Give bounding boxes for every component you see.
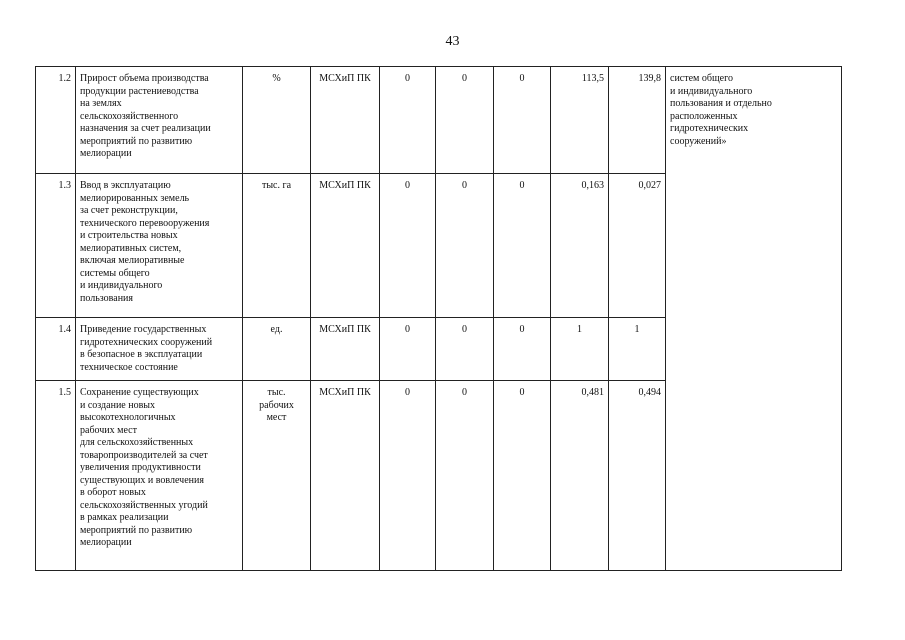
- indicator-name: Ввод в эксплуатацию мелиорированных земель за счет реконструкции, технического перевооружения и строительства новых мелиоративных систем, включая мелиоративные системы общего и индивидуального пользования: [76, 174, 243, 318]
- unit: тыс. рабочих мест: [243, 381, 311, 571]
- indicator-name: Прирост объема производства продукции растениеводства на землях сельскохозяйственного назначения за счет реализации мероприятий по развитию мелиорации: [76, 67, 243, 174]
- value-cell: 0: [380, 174, 436, 318]
- value-cell: 1: [609, 318, 666, 381]
- value-cell: 0: [436, 67, 494, 174]
- executor: МСХиП ПК: [311, 174, 380, 318]
- value-cell: 0,494: [609, 381, 666, 571]
- value-cell: 0,027: [609, 174, 666, 318]
- value-cell: 0: [494, 381, 551, 571]
- value-cell: 0,481: [551, 381, 609, 571]
- executor: МСХиП ПК: [311, 318, 380, 381]
- value-cell: 0: [494, 174, 551, 318]
- executor: МСХиП ПК: [311, 381, 380, 571]
- value-cell: 0: [436, 381, 494, 571]
- value-cell: 0: [380, 67, 436, 174]
- value-cell: 0: [436, 318, 494, 381]
- unit: %: [243, 67, 311, 174]
- executor: МСХиП ПК: [311, 67, 380, 174]
- row-number: 1.2: [36, 67, 76, 174]
- unit: тыс. га: [243, 174, 311, 318]
- value-cell: 0: [380, 318, 436, 381]
- value-cell: 0: [380, 381, 436, 571]
- value-cell: 113,5: [551, 67, 609, 174]
- value-cell: 1: [551, 318, 609, 381]
- value-cell: 139,8: [609, 67, 666, 174]
- row-number: 1.5: [36, 381, 76, 571]
- unit: ед.: [243, 318, 311, 381]
- value-cell: 0: [494, 318, 551, 381]
- indicator-name: Приведение государственных гидротехнических сооружений в безопасное в эксплуатации техническое состояние: [76, 318, 243, 381]
- table-row: [36, 67, 842, 174]
- value-cell: 0: [436, 174, 494, 318]
- row-number: 1.3: [36, 174, 76, 318]
- indicators-table: [35, 66, 842, 571]
- indicator-name: Сохранение существующих и создание новых высокотехнологичных рабочих мест для сельскохозяйственных товаропроизводителей за счет увеличения продуктивности существующих и вовлечения в оборот новых сельскохозяйственных угодий в рамках реализации мероприятий по развитию мелиорации: [76, 381, 243, 571]
- value-cell: 0: [494, 67, 551, 174]
- note-cell: систем общего и индивидуального пользования и отдельно расположенных гидротехнических сооружений»: [666, 67, 842, 571]
- page-number: 43: [445, 34, 460, 49]
- row-number: 1.4: [36, 318, 76, 381]
- value-cell: 0,163: [551, 174, 609, 318]
